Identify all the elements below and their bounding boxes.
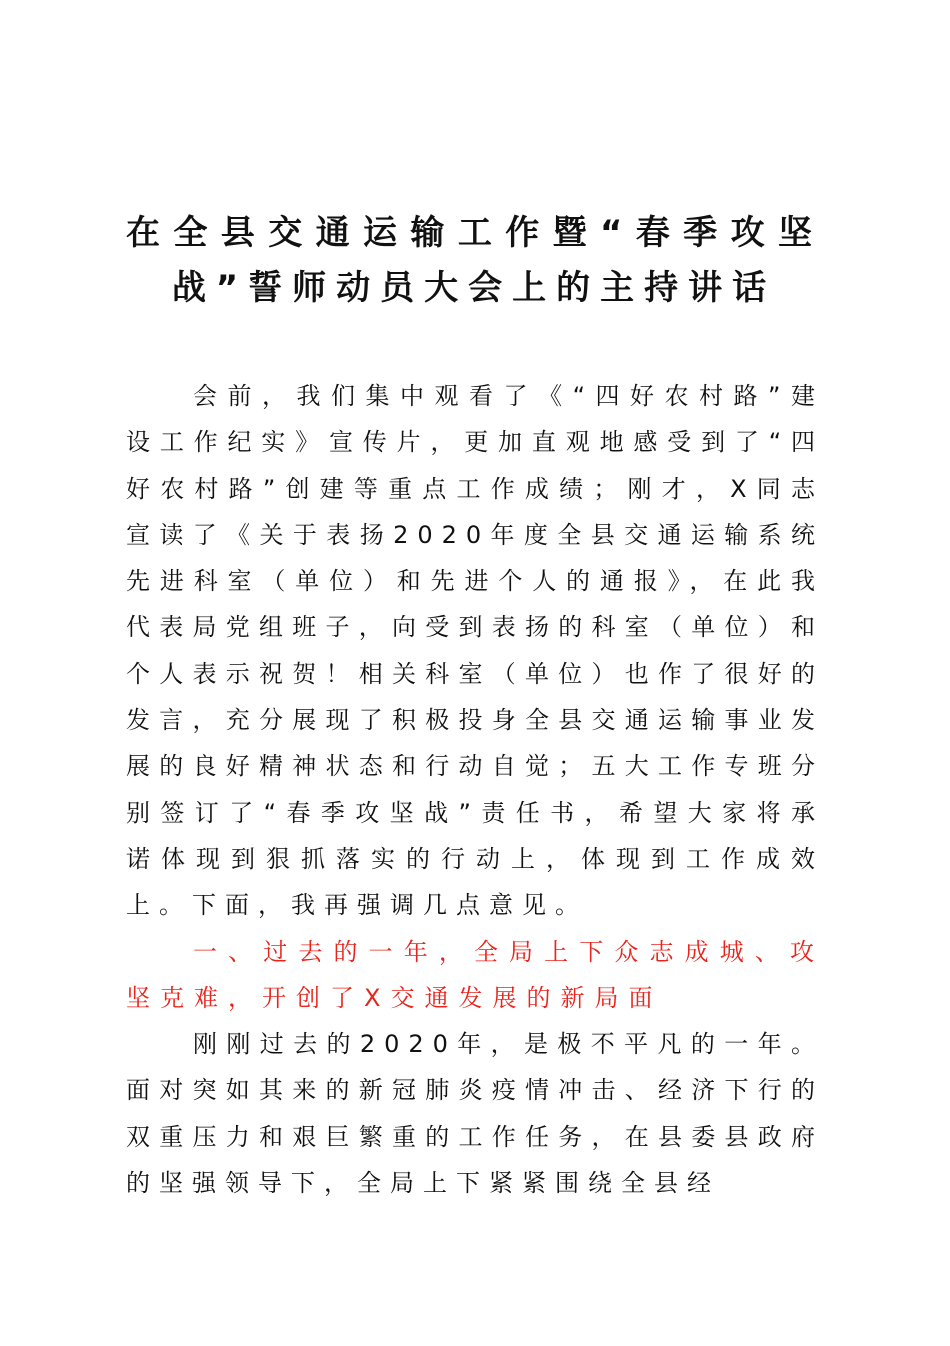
document-title: 在全县交通运输工作暨“春季攻坚战”誓师动员大会上的主持讲话 — [126, 213, 822, 308]
intro-paragraph: 会前，我们集中观看了《“四好农村路”建设工作纪实》宣传片，更加直观地感受到了“四好农村路”创建等重点工作成绩；刚才，X同志宣读了《关于表扬2020年度全县交通运输系统先进科室（单位）和先进个人的通报》，在此我代表局党组班子，向受到表扬的科室（单位）和个人表示祝贺！相关科室（单位）也作了很好的发言，充分展现了积极投身全县交通运输事业发展的良好精神状态和行动自觉；五大工作专班分别签订了“春季攻坚战”责任书，希望大家将承诺体现到狠抓落实的行动上，体现到工作成效上。下面，我再强调几点意见。 — [126, 382, 824, 920]
section-paragraph: 刚刚过去的2020年，是极不平凡的一年。面对突如其来的新冠肺炎疫情冲击、经济下行的双重压力和艰巨繁重的工作任务，在县委县政府的坚强领导下，全局上下紧紧围绕全县经 — [126, 1030, 824, 1198]
document-body — [126, 373, 824, 1206]
section-heading: 一、过去的一年，全局上下众志成城、攻坚克难，开创了X交通发展的新局面 — [126, 937, 824, 1012]
